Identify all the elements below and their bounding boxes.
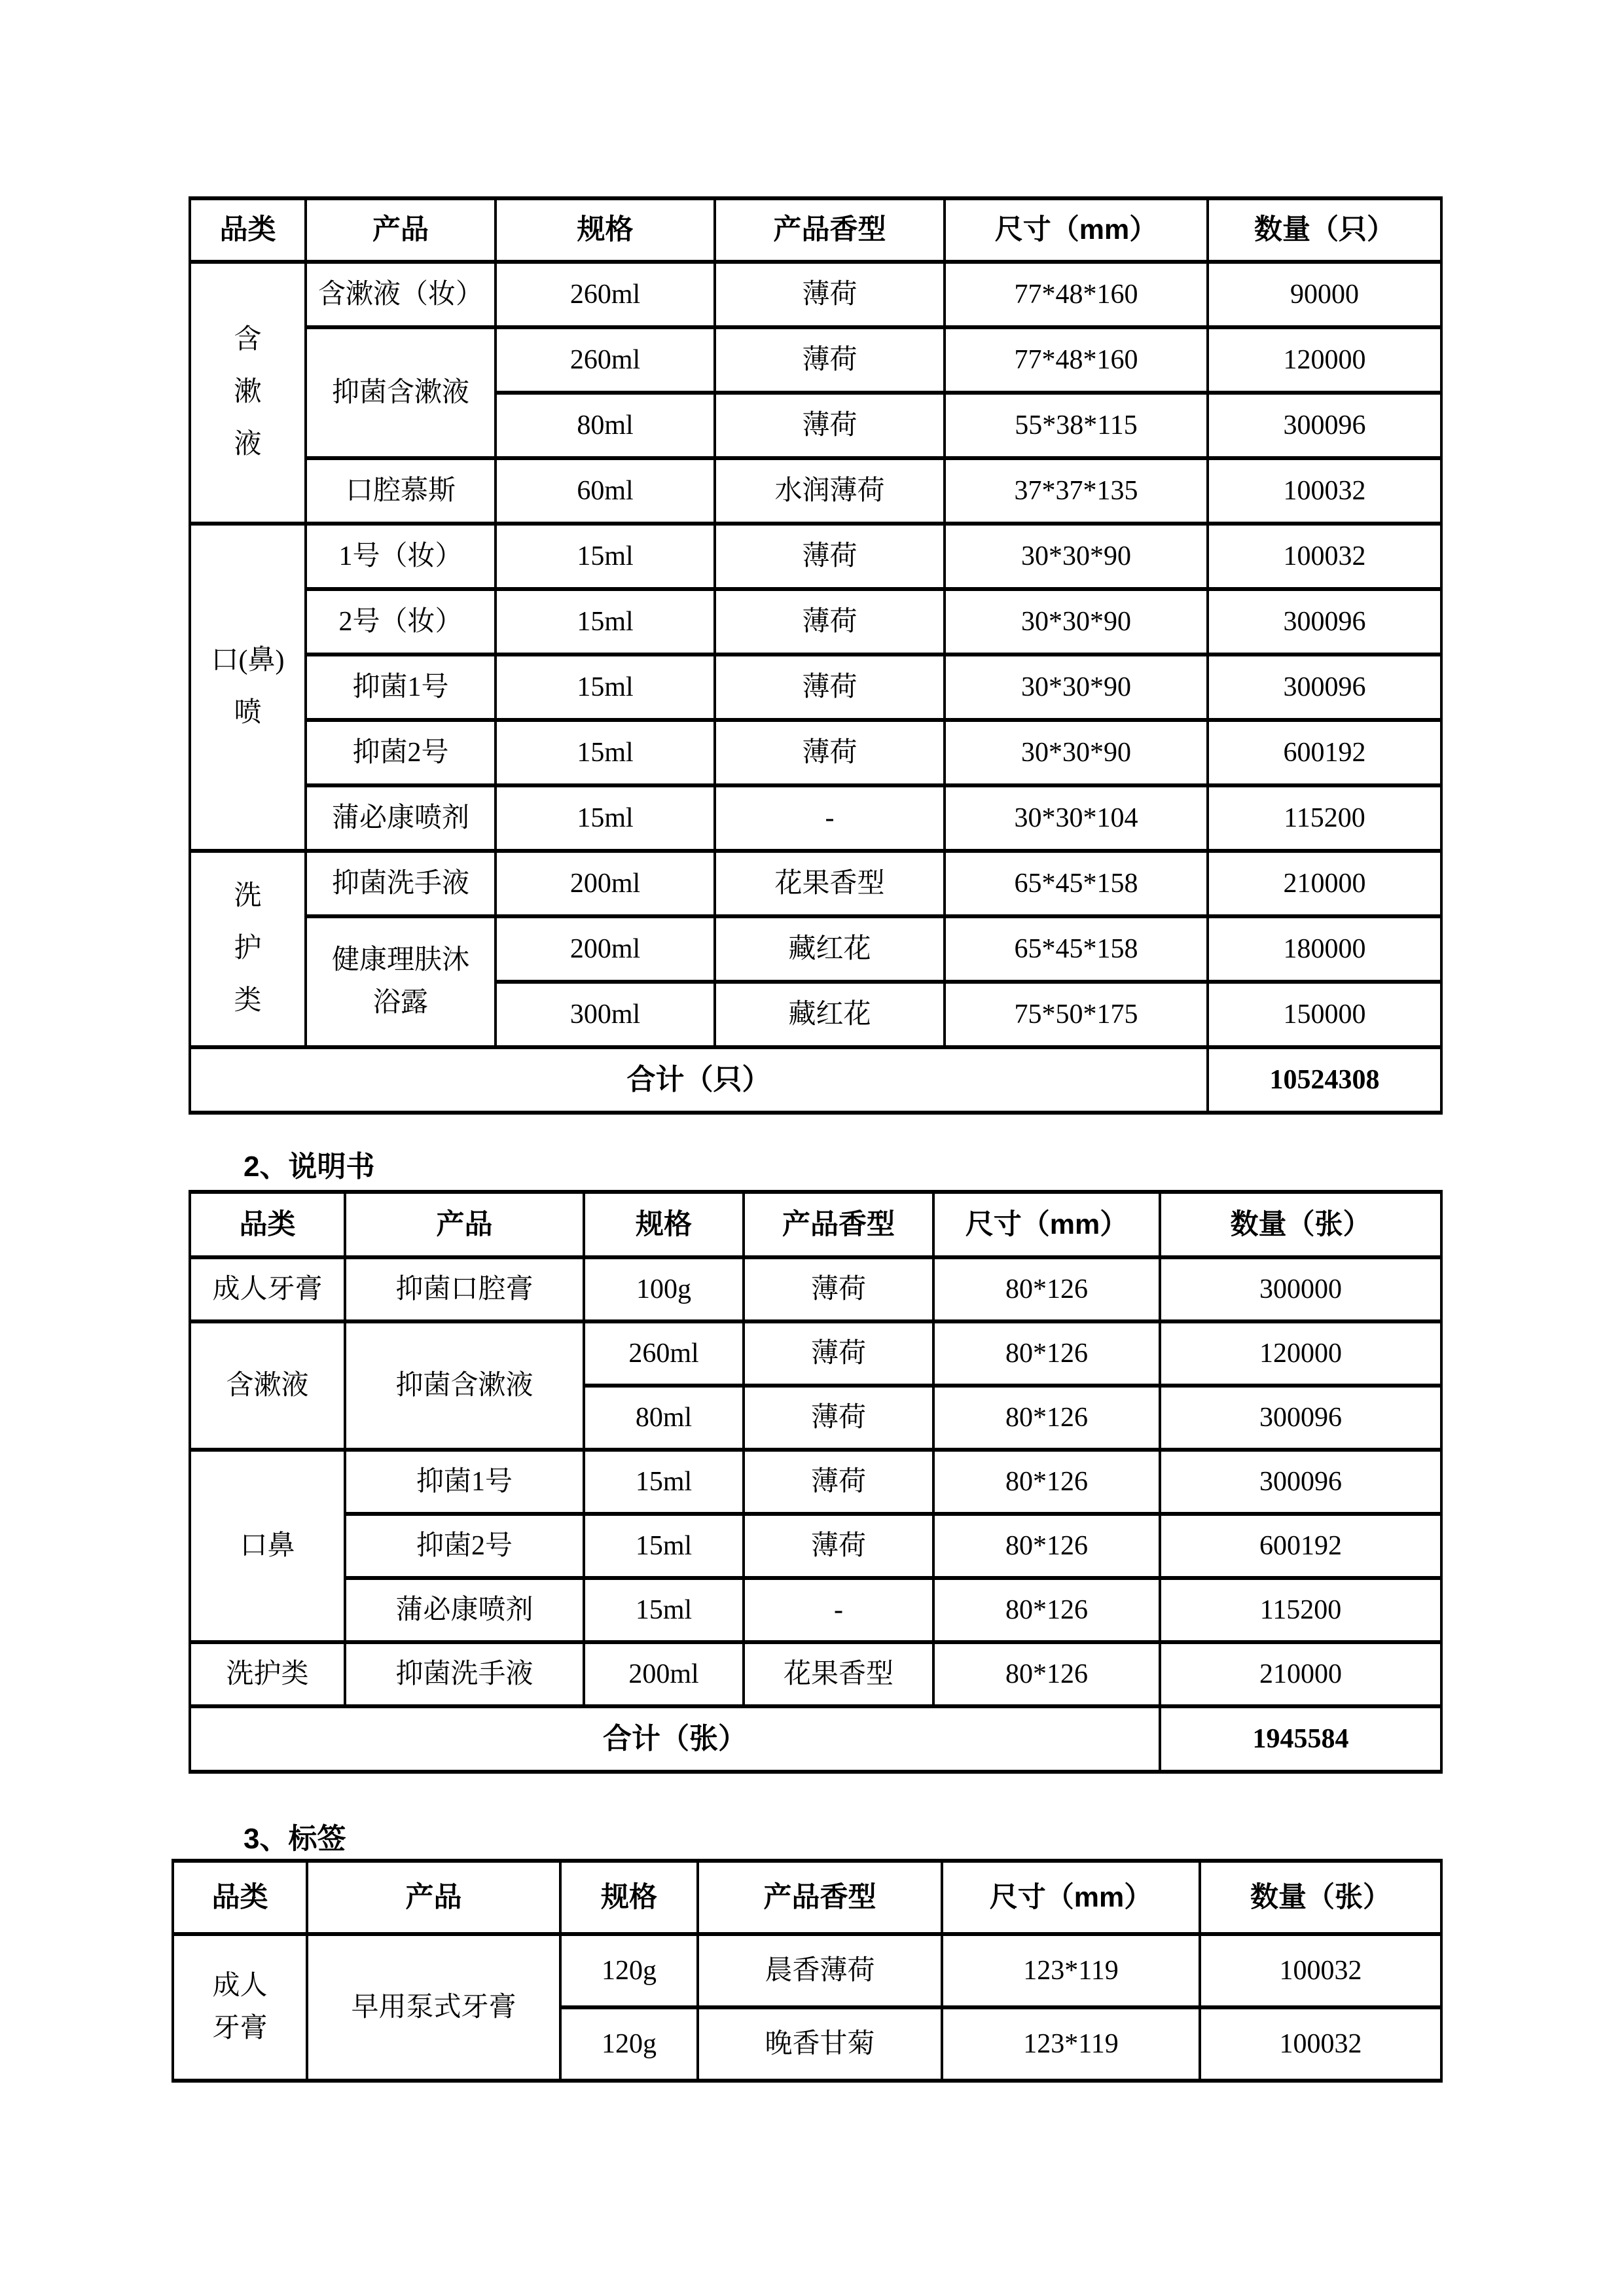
cell-spec: 120g — [560, 2007, 698, 2081]
cell-spec: 15ml — [584, 1578, 744, 1642]
table-total-row — [190, 1706, 1441, 1772]
table-row — [190, 524, 1441, 589]
cell-product — [306, 916, 496, 1047]
cell-qty: 120000 — [1160, 1321, 1441, 1386]
header-scent: 产品香型 — [715, 198, 945, 262]
cell-product: 抑菌含漱液 — [345, 1321, 584, 1450]
cell-qty: 210000 — [1160, 1642, 1441, 1706]
table-row — [190, 262, 1441, 327]
header-size-mm: 尺寸（mm） — [945, 198, 1208, 262]
cell-spec: 80ml — [496, 393, 715, 458]
cell-product: 抑菌洗手液 — [345, 1642, 584, 1706]
category-cell-personal-care: 洗护类 — [190, 1642, 345, 1706]
cell-product: 2号（妆） — [306, 589, 496, 655]
cell-scent: 薄荷 — [744, 1386, 933, 1450]
cell-size: 123*119 — [942, 2007, 1200, 2081]
cell-size: 65*45*158 — [945, 916, 1208, 982]
header-size-mm: 尺寸（mm） — [942, 1861, 1200, 1934]
cell-size: 123*119 — [942, 1934, 1200, 2007]
cell-size: 80*126 — [933, 1578, 1160, 1642]
cell-spec: 260ml — [496, 262, 715, 327]
cell-spec: 200ml — [496, 916, 715, 982]
table-header-row — [190, 1192, 1441, 1257]
cell-scent: 晨香薄荷 — [698, 1934, 942, 2007]
cell-qty: 90000 — [1208, 262, 1441, 327]
cell-product: 1号（妆） — [306, 524, 496, 589]
cell-scent: 薄荷 — [744, 1450, 933, 1514]
cell-scent: 薄荷 — [715, 655, 945, 720]
cell-scent: 藏红花 — [715, 916, 945, 982]
header-product: 产品 — [306, 198, 496, 262]
cell-scent: 花果香型 — [744, 1642, 933, 1706]
cell-scent: 薄荷 — [744, 1321, 933, 1386]
cell-qty: 115200 — [1208, 785, 1441, 851]
table-row — [173, 1934, 1441, 2007]
cell-product: 抑菌洗手液 — [306, 851, 496, 916]
cell-size: 80*126 — [933, 1514, 1160, 1578]
table-row — [190, 1514, 1441, 1578]
cell-spec: 200ml — [584, 1642, 744, 1706]
cell-product: 蒲必康喷剂 — [345, 1578, 584, 1642]
cell-size: 30*30*90 — [945, 589, 1208, 655]
table-row — [190, 720, 1441, 785]
cell-qty: 300096 — [1208, 589, 1441, 655]
cell-size: 80*126 — [933, 1321, 1160, 1386]
product-line: 健康理肤沐 — [331, 944, 469, 975]
table-row — [190, 589, 1441, 655]
table-row — [190, 655, 1441, 720]
cell-scent: 薄荷 — [744, 1257, 933, 1321]
cell-qty: 300096 — [1208, 655, 1441, 720]
cell-product: 抑菌1号 — [345, 1450, 584, 1514]
cell-scent: 薄荷 — [744, 1514, 933, 1578]
cell-qty: 600192 — [1208, 720, 1441, 785]
cell-scent: 薄荷 — [715, 262, 945, 327]
category-cell-personal-care — [190, 851, 306, 1047]
header-qty-pcs: 数量（只） — [1208, 198, 1441, 262]
cell-size: 75*50*175 — [945, 982, 1208, 1047]
cell-scent: - — [715, 785, 945, 851]
cell-product: 含漱液（妆） — [306, 262, 496, 327]
cell-qty: 100032 — [1208, 524, 1441, 589]
cell-product: 抑菌1号 — [306, 655, 496, 720]
cell-qty: 300096 — [1160, 1386, 1441, 1450]
cell-spec: 15ml — [584, 1450, 744, 1514]
table-row — [190, 458, 1441, 524]
cell-product: 抑菌含漱液 — [306, 327, 496, 458]
cell-qty: 300096 — [1160, 1450, 1441, 1514]
table-row — [190, 1450, 1441, 1514]
cell-size: 80*126 — [933, 1642, 1160, 1706]
section-title-label: 3、标签 — [244, 1823, 346, 1855]
header-scent: 产品香型 — [698, 1861, 942, 1934]
cell-spec: 15ml — [496, 785, 715, 851]
category-cell-oral-nasal: 口鼻 — [190, 1450, 345, 1642]
table-header-row — [190, 198, 1441, 262]
total-label-sheets: 合计（张） — [190, 1706, 1160, 1772]
header-size-mm: 尺寸（mm） — [933, 1192, 1160, 1257]
cell-qty: 150000 — [1208, 982, 1441, 1047]
label-quantity-table — [171, 1859, 1443, 2083]
table-row — [190, 1642, 1441, 1706]
header-spec: 规格 — [560, 1861, 698, 1934]
table-total-row — [190, 1047, 1441, 1113]
cell-product: 抑菌口腔膏 — [345, 1257, 584, 1321]
total-value-sheets: 1945584 — [1160, 1706, 1441, 1772]
section-title-manual: 2、说明书 — [244, 1151, 375, 1183]
category-cell-mouthwash: 含漱液 — [190, 1321, 345, 1450]
cell-qty: 300096 — [1208, 393, 1441, 458]
table-row — [190, 916, 1441, 982]
cell-scent: 晚香甘菊 — [698, 2007, 942, 2081]
cell-spec: 300ml — [496, 982, 715, 1047]
category-line: 牙膏 — [212, 2013, 268, 2043]
header-qty-sheets: 数量（张） — [1160, 1192, 1441, 1257]
table-row — [190, 1257, 1441, 1321]
header-spec: 规格 — [584, 1192, 744, 1257]
cell-spec: 100g — [584, 1257, 744, 1321]
header-spec: 规格 — [496, 198, 715, 262]
cell-scent: 水润薄荷 — [715, 458, 945, 524]
cell-spec: 120g — [560, 1934, 698, 2007]
cell-product: 早用泵式牙膏 — [307, 1934, 560, 2081]
cell-scent: 藏红花 — [715, 982, 945, 1047]
cell-qty: 180000 — [1208, 916, 1441, 982]
cell-size: 30*30*90 — [945, 720, 1208, 785]
cell-spec: 260ml — [496, 327, 715, 393]
cell-size: 37*37*135 — [945, 458, 1208, 524]
cell-spec: 15ml — [496, 720, 715, 785]
manual-quantity-table — [189, 1190, 1443, 1774]
header-qty-sheets: 数量（张） — [1200, 1861, 1441, 1934]
packaging-quantity-table — [189, 196, 1443, 1115]
category-line: 漱 — [234, 377, 262, 408]
cell-qty: 600192 — [1160, 1514, 1441, 1578]
table-row — [190, 327, 1441, 393]
cell-scent: 薄荷 — [715, 589, 945, 655]
cell-product: 抑菌2号 — [345, 1514, 584, 1578]
category-cell-adult-toothpaste: 成人牙膏 — [190, 1257, 345, 1321]
cell-spec: 15ml — [584, 1514, 744, 1578]
cell-scent: 花果香型 — [715, 851, 945, 916]
cell-size: 80*126 — [933, 1450, 1160, 1514]
header-category: 品类 — [173, 1861, 307, 1934]
header-category: 品类 — [190, 198, 306, 262]
cell-product: 蒲必康喷剂 — [306, 785, 496, 851]
category-line: 类 — [234, 985, 262, 1016]
cell-spec: 60ml — [496, 458, 715, 524]
cell-spec: 260ml — [584, 1321, 744, 1386]
cell-qty: 115200 — [1160, 1578, 1441, 1642]
table-row — [190, 1321, 1441, 1386]
cell-spec: 15ml — [496, 589, 715, 655]
cell-size: 80*126 — [933, 1257, 1160, 1321]
product-line: 浴露 — [372, 988, 428, 1018]
total-label-pcs: 合计（只） — [190, 1047, 1208, 1113]
header-product: 产品 — [307, 1861, 560, 1934]
cell-size: 65*45*158 — [945, 851, 1208, 916]
cell-scent: 薄荷 — [715, 327, 945, 393]
category-line: 液 — [234, 429, 262, 459]
category-cell-mouthwash — [190, 262, 306, 524]
cell-scent: 薄荷 — [715, 393, 945, 458]
category-line: 口(鼻) — [211, 645, 285, 676]
table-row — [190, 851, 1441, 916]
category-line: 成人 — [212, 1970, 268, 2001]
cell-size: 30*30*90 — [945, 655, 1208, 720]
header-product: 产品 — [345, 1192, 584, 1257]
header-category: 品类 — [190, 1192, 345, 1257]
cell-spec: 80ml — [584, 1386, 744, 1450]
cell-qty: 100032 — [1208, 458, 1441, 524]
cell-qty: 210000 — [1208, 851, 1441, 916]
cell-qty: 100032 — [1200, 1934, 1441, 2007]
cell-scent: 薄荷 — [715, 524, 945, 589]
table-row — [190, 785, 1441, 851]
cell-size: 30*30*90 — [945, 524, 1208, 589]
category-cell-oral-nasal-spray — [190, 524, 306, 851]
cell-size: 77*48*160 — [945, 327, 1208, 393]
cell-product: 抑菌2号 — [306, 720, 496, 785]
cell-qty: 300000 — [1160, 1257, 1441, 1321]
cell-size: 55*38*115 — [945, 393, 1208, 458]
category-line: 洗 — [234, 881, 262, 912]
category-cell-adult-toothpaste — [173, 1934, 307, 2081]
header-scent: 产品香型 — [744, 1192, 933, 1257]
cell-qty: 100032 — [1200, 2007, 1441, 2081]
cell-spec: 15ml — [496, 655, 715, 720]
category-line: 含 — [234, 325, 262, 355]
total-value-pcs: 10524308 — [1208, 1047, 1441, 1113]
category-line: 喷 — [234, 698, 262, 728]
cell-spec: 15ml — [496, 524, 715, 589]
cell-scent: - — [744, 1578, 933, 1642]
cell-size: 77*48*160 — [945, 262, 1208, 327]
table-row — [190, 1578, 1441, 1642]
cell-spec: 200ml — [496, 851, 715, 916]
cell-scent: 薄荷 — [715, 720, 945, 785]
category-line: 护 — [234, 933, 262, 964]
cell-size: 30*30*104 — [945, 785, 1208, 851]
cell-qty: 120000 — [1208, 327, 1441, 393]
table-header-row — [173, 1861, 1441, 1934]
cell-product: 口腔慕斯 — [306, 458, 496, 524]
cell-size: 80*126 — [933, 1386, 1160, 1450]
